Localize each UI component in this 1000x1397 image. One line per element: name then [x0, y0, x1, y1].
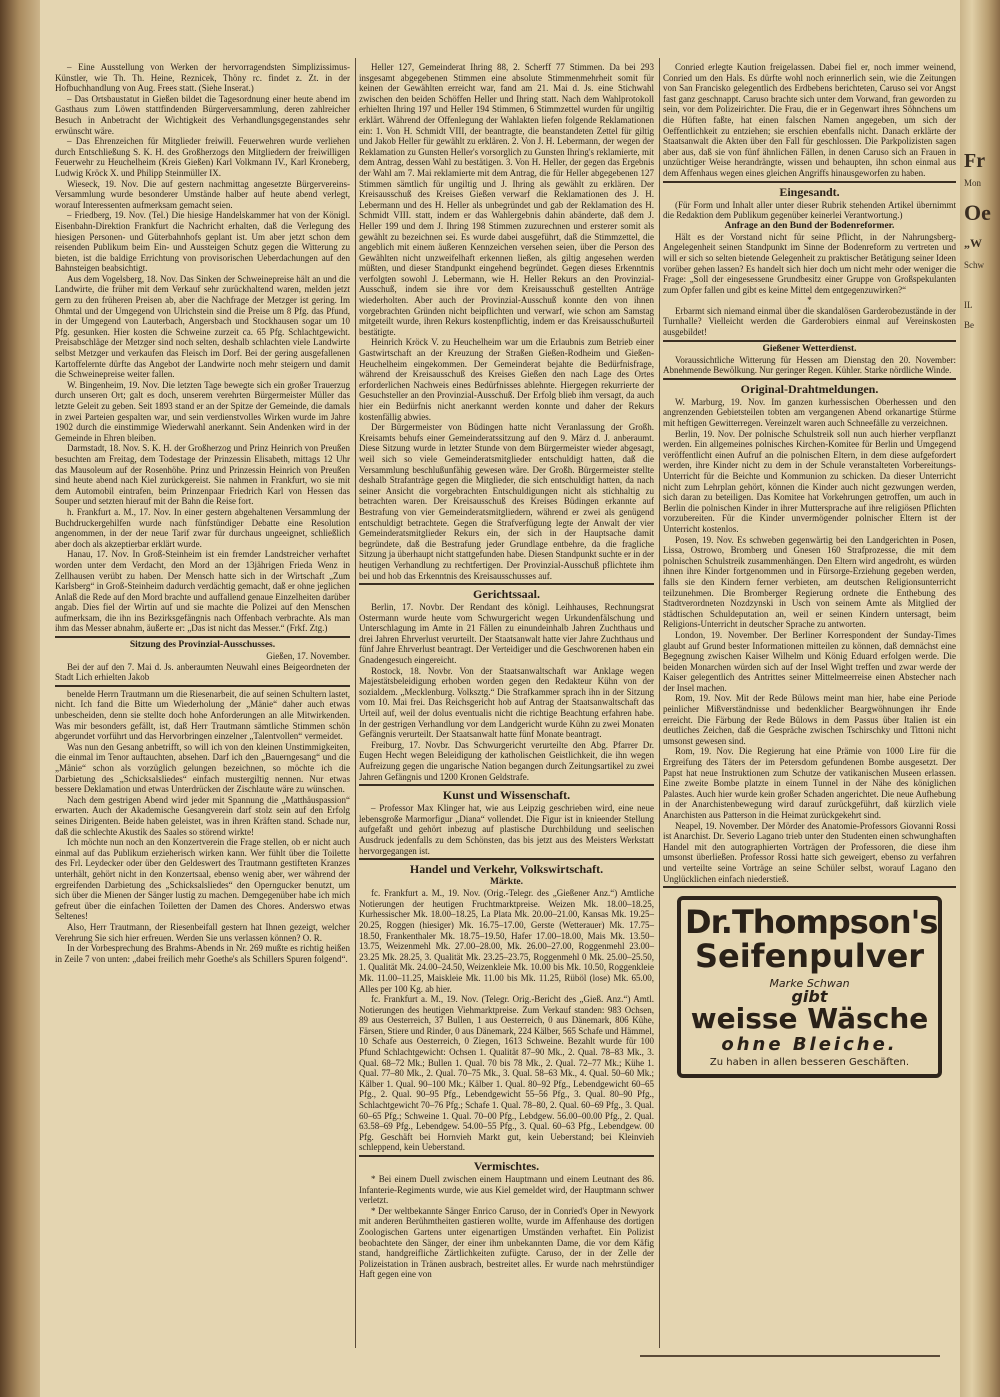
article-paragraph: Also, Herr Trautmann, der Riesenbeifall gestern hat Ihnen gezeigt, welcher Verehrung Sie sich hier erfreuen. Werden Sie uns verlassen können? O. R.: [55, 921, 350, 943]
article-paragraph: Nach dem gestrigen Abend wird jeder mit Spannung die „Matthäuspassion“ erwarten. Auch der Akademische Gesangverein darf stolz sein auf den Erfolg seines Dirigenten. Beide haben geleistet, was in ihren Kräften stand. Schade nur, daß die schlechte Akustik des Saales so störend wirkte!: [55, 794, 350, 837]
article-paragraph: h. Frankfurt a. M., 17. Nov. In einer gestern abgehaltenen Versammlung der Buchdruckergehilfen wurde nach fünfstündiger Debatte eine Resolution angenommen, in der der neue Tarif zwar für durchaus ungeeignet, schließlich aber doch als akzeptierbar erklärt wurde.: [55, 506, 350, 549]
edge-fragment: Fr: [964, 150, 986, 172]
section-heading: Kunst und Wissenschaft.: [442, 788, 571, 803]
edge-fragment: Be: [964, 320, 974, 330]
section-rule: [55, 636, 350, 638]
column-3: [663, 62, 956, 1078]
dateline: Gießen, 17. November.: [266, 651, 350, 662]
separator-mark: *: [807, 295, 812, 306]
article-paragraph: Hält es der Vorstand nicht für seine Pflicht, in der Nahrungsberg-Angelegenheit seinen Standpunkt im Sinne der Bodenreform zu vertreten und will er sich so selten bietende Gelegenheit zu praktischer Betätigung seiner Ideen vorüber gehen lassen? Es handelt sich hier doch um nicht mehr oder weniger die Frage: „Soll der eingesessene Grundbesitz einer Gruppe von Großspekulanten zum Opfer fallen und gibt es keine Mittel dem entgegenzuwirken?“: [663, 231, 956, 295]
column-divider: [659, 58, 660, 1348]
section-heading: Eingesandt.: [779, 184, 840, 199]
section-rule: [663, 340, 956, 342]
column-2: [359, 62, 654, 1280]
article-paragraph: Was nun den Gesang anbetrifft, so will ich von den kleinen Unstimmigkeiten, die einmal im Tenor auftauchten, absehen. Darf ich den „Bauerngesang“ und die „Mänie“ schon als vorzüglich gelungen bezeichnen, so möchte ich die Darbietung des „Schicksalsliedes“ einfach mustergiltig nennen. Nur etwas bessere Deklamation und etwas Unterdrücken der Zischlaute wäre zu wünschen.: [55, 741, 350, 795]
ad-availability: Zu haben in allen besseren Geschäften.: [709, 1057, 910, 1069]
article-paragraph: Darmstadt, 18. Nov. S. K. H. der Großherzog und Prinz Heinrich von Preußen besuchten am Freitag, dem Todestage der Prinzessin Elisabeth, mittags 12 Uhr das Mausoleum auf der Rosenhöhe. Prinz und Prinzessin Heinrich von Preußen sind heute abend nach Kiel zurückgereist. Sie nahmen in Frankfurt, wo sie mit dem Automobil eintrafen, beim Prinzenpaar Friedrich Karl von Hessen das Souper und setzten hierauf mit der Bahn die Reise fort.: [55, 443, 350, 507]
ad-brand: Dr.Thompson's: [685, 903, 938, 942]
article-paragraph: Hanau, 17. Nov. In Groß-Steinheim ist ein fremder Landstreicher verhaftet worden unter dem Verdacht, den Mord an der 13jährigen Frieda Wenz in Zellhausen verübt zu haben. Der Mensch hatte sich in der Wirtschaft „Zum Karlsberg“ in Groß-Steinheim dadurch verdächtig gemacht, daß er ohne jeglichen Anlaß die Rede auf den Mord brachte und auffallend genaue Einzelheiten darüber angab. Dies fiel der Wirtin auf und sie machte die Polizei auf den Menschen aufmerksam, die ihn ins Bezirksgefängnis nach Offenbach verbrachte. Als man ihm das Messer abnahm, äußerte er: „Das ist nicht das Messer.“ (Frkf. Ztg.): [55, 549, 350, 634]
article-paragraph: In der Vorbesprechung des Brahms-Abends in Nr. 269 mußte es richtig heißen in Zeile 7 von unten: „dabei freilich mehr Goethe's als Schillers Spuren folgend“.: [55, 943, 350, 964]
article-paragraph: Der Bürgermeister von Büdingen hatte nicht Veranlassung der Großh. Kreisamts behufs einer Gemeinderatssitzung auf den 9. März d. J. anberaumt. Diese Sitzung wurde in letzter Stunde von dem Bürgermeister wieder abgesagt, weil sich so viele Gemeinderatsmitglieder entschuldigt hatten, daß die Versammlung beschlußunfähig gewesen wäre. Der Großh. Bürgermeister stellte deshalb Strafanträge gegen die Mitglieder, die sich entschuldigt hatten, da nach seiner Ansicht die vorgebrachten Entschuldigungen nicht als stichhaltig zu betrachten waren. Der Kreisausschuß des Kreises Büdingen erkannte auf Bestrafung von vier Gemeinderatsmitgliedern, während er zwei als genügend entschuldigt betrachtete. Gegen die Strafverfügung legte der Anwalt der vier Gemeinderatsmitglieder Rekurs ein, der sich in der Hauptsache damit begründete, daß die Bestrafung jeder Grundlage entbehre, da die fragliche Sitzung ja überhaupt nicht stattgefunden habe. Diesen Standpunkt suchte er in der heutigen Verhandlung zu rechtfertigen. Der Provinzial-Ausschuß pflichtete ihm bei und hob das Erkenntnis des Kreisausschusses auf.: [359, 422, 654, 581]
article-paragraph: – Das Ehrenzeichen für Mitglieder freiwill. Feuerwehren wurde verliehen durch Entschließung S. K. H. des Großherzogs den Mitgliedern der freiwilligen Feuerwehr zu Heuchelheim (Kreis Gießen) Karl Volkmann IV., Karl Kroneberg, Ludwig Kröck X. und Philipp Steinmüller IX.: [55, 136, 350, 178]
article-paragraph: * Bei einem Duell zwischen einem Hauptmann und einem Leutnant des 86. Infanterie-Regiments wurde, wie aus Kiel gemeldet wird, der Hauptmann schwer verletzt.: [359, 1174, 654, 1206]
article-paragraph: – Friedberg, 19. Nov. (Tel.) Die hiesige Handelskammer hat von der Königl. Eisenbahn-Direktion Frankfurt die Nachricht erhalten, daß die Verlegung des hiesigen Personen- und Güterbahnhofs geplant ist. Um aber jetzt schon dem reisenden Publikum beim Ein- und Aussteigen Schutz gegen die Witterung zu bieten, ist die baldige Errichtung von provisorischen Ueberdachungen auf den Bahnsteigen beabsichtigt.: [55, 210, 350, 274]
footer-rule: [640, 1355, 940, 1357]
section-heading: Original-Drahtmeldungen.: [740, 381, 879, 396]
section-rule: [663, 181, 956, 183]
article-paragraph: Posen, 19. Nov. Es schweben gegenwärtig bei den Landgerichten in Posen, Lissa, Ostrowo, Bromberg und Gnesen 160 Strafprozesse, die mit dem polnischen Schulstreik zusammenhängen. Den Eltern wird angedroht, es würden ihnen ihre Kinder fortgenommen und in Fürsorge-Erziehung gegeben werden, falls sie den Kindern ferner verbieten, am deutschen Religionsunterricht teilzunehmen. Die Bromberger Regierung ordnete die Enthebung des Stadtverordneten Nozdzynski in Usch von seinem Amte als Mitglied der städtischen Schuldeputation an, weil er seinen Kindern untersagt, beim Religions-Unterricht in deutscher Sprache zu antworten.: [663, 534, 956, 630]
article-paragraph: Heller 127, Gemeinderat Ihring 88, 2. Scherff 77 Stimmen. Da bei 293 insgesamt abgegebenen Stimmen eine absolute Stimmenmehrheit somit für keinen der Gewählten erreicht war, fand am 21. Mai d. Js. eine Stichwahl zwischen den beiden Schöffen Heller und Ihring statt. Nach dem Wahlprotokoll erhielten Ihring 197 und Heller 194 Stimmen, 6 Stimmzettel wurden für ungiltig erklärt. Während der Offenlegung der Wahlakten liefen folgende Reklamationen ein: 1. Von H. Schmidt VIII, der beantragte, die beanstandeten Zettel für giltig und Jakob Heller für gewählt zu erklären. 2. Von J. H. Lebermann, der wegen der Reklamation zu Gunsten Heller's vorsorglich zu Gunsten Ihring's reklamierte, mit dem Antrag, dessen Wahl zu bestätigen. 3. Von H. Heller, der gegen das Ergebnis der Wahl am 7. Mai reklamierte mit dem Antrag, die für Heller abgegebenen 127 Stimmen sämtlich für ungiltig und J. Ihring als gewählt zu erklären. Der Kreisausschuß des Kreises Gießen verwarf die Reklamationen des J. H. Lebermann und des H. Heller als unbegründet und gab der Reklamation des H. Schmidt VIII. statt, indem er das Wahlergebnis dahin abänderte, daß dem J. Heller 199 und dem J. Ihring 198 Stimmen zuzurechnen und ersterer somit als gewählt zu bezeichnen sei. Es wurde dabei ausgeführt, daß die Stimmzettel, die angeblich mit einem äußeren Kennzeichen versehen seien, über die Person des Gewählten nicht unzweifelhaft erkennen ließen, als giltig angesehen werden müßten, und dieser Standpunkt eingehend begründet. Gegen dieses Erkenntnis verfolgten sowohl J. Lebermann, wie H. Heller Rekurs an den Provinzial-Ausschuß, indem sie ihre vor dem Kreisausschuß gestellten Anträge wiederholten. Aber auch der Provinzial-Ausschuß konnte den von ihnen vorgebrachten Gründen nicht beipflichten und verwarf, wie schon am Samstag mitgeteilt wurde, ihren Rekurs kostenpflichtig, indem er das Kreisausschußurteil bestätigte.: [359, 62, 654, 337]
advertisement-thompsons-seifenpulver: [677, 896, 942, 1078]
article-paragraph: Ich möchte nun noch an den Konzertverein die Frage stellen, ob er nicht auch einmal auf das Publikum erzieherisch wirken kann. Wer fühlt über die Toilette des Frl. Leydecker oder über den Geldeswert des Trautmann gestifteten Kranzes unterhält, gehört nicht in den Konzertsaal, ebenso wenig aber, wer während der ergreifenden Darbietung des „Schicksalsliedes“ den Operngucker benutzt, um sich über die Mienen der Sänger lustig zu machen. Demgegenüber habe ich mich gefreut über die einfachen Toiletten der Damen des Chores. Anderswo etwas Seltenes!: [55, 837, 350, 922]
article-paragraph: Aus dem Vogelsberg, 18. Nov. Das Sinken der Schweinepreise hält an und die Landwirte, die früher mit dem Verkauf sehr zurückhaltend waren, melden jetzt gern zu den früheren Preisen ab, aber die Nachfrage der Metzger ist gering. Im Ohmtal und der Umgegend von Ulrichstein sind die Preise um 8 Pfg. das Pfund, in der Umgegend von Lauterbach, Angersbach und Stockhausen sogar um 10 Pfg. gesunken. Hier kosten die Schweine zurzeit ca. 65 Pfg. Schlachtgewicht. Preisabschläge der Metzger sind noch selten, deshalb schlachten viele Landwirte selbst Metzger und verkaufen das Fleisch im Dorf. Bei der gering ausgefallenen Kartoffelernte dürfte das Angebot der Landwirte noch mehr steigern und damit die Schweinepreise weiter fallen.: [55, 273, 350, 380]
edge-fragment: Mon: [964, 178, 982, 188]
section-heading: Vermischtes.: [473, 1159, 540, 1173]
section-heading: Gerichtssaal.: [473, 587, 540, 602]
article-paragraph: – Das Ortsbaustatut in Gießen bildet die Tagesordnung einer heute abend im Gasthaus zum Löwen stattfindenden Bürgerversammlung, deren zahlreicher Besuch in Anbetracht der Wichtigkeit des Verhandlungsgegenstandes sehr erwünscht wäre.: [55, 93, 350, 136]
column-divider: [355, 58, 356, 1348]
article-paragraph: London, 19. November. Der Berliner Korrespondent der Sunday-Times glaubt auf Grund bester Informationen mitteilen zu können, daß demnächst eine Begegnung zwischen Kaiser Wilhelm und König Eduard erfolgen werde. Die beiden Monarchen würden sich auf der Insel Wight treffen und zwar werde der Kaiser gelegentlich des Antrittes seiner Mittelmeerreise einen Abstecher nach der Insel machen.: [663, 629, 956, 693]
section-rule: [359, 858, 654, 860]
article-paragraph: Erbarmt sich niemand einmal über die skandalösen Garderobezustände in der Turnhalle? Vielleicht werden die Garderobiers einmal auf Vereinskosten ausgebildet!: [663, 305, 956, 338]
article-paragraph: Rom, 19. Nov. Mit der Rede Bülows meint man hier, habe eine Periode peinlicher Mißverständnisse und bedenklicher Beargwöhnungen ihr Ende erreicht. Die Färbung der Rede Bülows in dem Passus über Italien ist ein deutliches Zeichen, daß die Gespräche zwischen Tschirschky und Tittoni nicht umsonst gewesen sind.: [663, 693, 956, 746]
edge-fragment: Schw: [964, 260, 984, 270]
edge-fragment: IL: [964, 300, 973, 310]
column-1: [55, 62, 350, 964]
section-rule: [55, 685, 350, 687]
article-paragraph: Berlin, 17. Novbr. Der Rendant des königl. Leihhauses, Rechnungsrat Ostermann wurde heute vom Schwurgericht wegen Urkundenfälschung und Unterschlagung im Amte in 21 Fällen zu einundeinhalb Jahren Zuchthaus und drei Jahren Ehrverlust verurteilt. Der Staatsanwalt hatte vier Jahre Zuchthaus und fünf Jahre Ehrverlust beantragt. Der Verteidiger und die Geschworenen haben ein Gnadengesuch eingereicht.: [359, 602, 654, 666]
section-heading: Handel und Verkehr, Volkswirtschaft.: [409, 862, 604, 877]
article-paragraph: W. Bingenheim, 19. Nov. Die letzten Tage bewegte sich ein großer Trauerzug durch unseren Ort; galt es doch, unserem verehrten Bürgermeister Müller das letzte Geleit zu geben. Seit 1893 stand er an der Spitze der Gemeinde, die damals in zwei Parteien gespalten war, und sein verdienstvolles Wirken wurde im Jahre 1902 durch die einstimmige Wiederwahl anerkannt. Sein Andenken wird in der Gemeinde in Ehren bleiben.: [55, 379, 350, 443]
ad-slogan: weisse Wäsche: [690, 1002, 929, 1036]
article-paragraph: Heinrich Kröck V. zu Heuchelheim war um die Erlaubnis zum Betrieb einer Gastwirtschaft an der Kreuzung der Straßen Gießen-Rodheim und Gießen-Heuchelheim eingekommen. Der Gemeinderat bejahte die Bedürfnisfrage, während der Kreisausschuß des Kreises Gießen den nach Lage des Ortes erforderlichen Nachweis eines Bedürfnisses ablehnte. Hiergegen rekurrierte der Gesuchsteller an den Provinzial-Ausschuß. Der Erfolg blieb ihm versagt, da auch hier ein Bedürfnis nicht anerkannt werden konnte und daher der Rekurs kostenfällig abwies.: [359, 337, 654, 422]
edge-fragment: „W: [964, 236, 982, 250]
article-paragraph: Conried erlegte Kaution freigelassen. Dabei fiel er, noch immer weinend, Conried um den Hals. Es dürfte wohl noch erinnerlich sein, wie die Zeitungen von San Francisko gelegentlich des Erdbebens berichteten, Caruso sei vor Angst fast ganz geschnappt. Caruso brachte sich unter dem Vorwand, fran geworden zu sein, vor dem Polizeirichter. Die Frau, die er in Gegenwart ihres Söhnchens um die Hüften faßte, hat einen falschen Namen angegeben, um sich der Oeffentlichkeit zu entziehen; sie erschien ebenfalls nicht. Danach erklärte der Staatsanwalt die Akten über den Fall für geschlossen. Die Parkpolizisten sagen aber aus, daß sie von fünf ähnlichen Fällen, in denen Caruso sich an Frauen in unzüchtiger Weise herandrängte, wissen und behaupten, ihn schon einmal aus dem Affenhaus wegen eines gleichen Angriffs hinausgeworfen zu haben.: [663, 62, 956, 178]
article-paragraph: Berlin, 19. Nov. Der polnische Schulstreik soll nun auch hierher verpflanzt werden. Ein allgemeines polnisches Kirchen-Komitee für Berlin und Umgegend veröffentlicht einen Aufruf an die polnischen Eltern, in dem diese aufgefordert werden, ihre Kinder nicht zu dem in der Schule veranstalteten Vorbereitungs-Unterricht für die Beichte und Kommunion zu schicken. Da dieser Unterricht nicht zum Lehrplan gehört, können die Kinder auch nicht gezwungen werden, sich daran zu beteiligen. Das Komitee hat Vorkehrungen getroffen, um auch in Berlin die polnischen Kinder in ihrer Muttersprache auf ihre religiösen Pflichten vorzubereiten. Für die Kinder unvermögender polnischer Eltern ist der Unterricht kostenlos.: [663, 428, 956, 534]
article-paragraph: Freiburg, 17. Novbr. Das Schwurgericht verurteilte den Abg. Pfarrer Dr. Eugen Hecht wegen Beleidigung der katholischen Geistlichkeit, die ihn wegen Aufreizung gegen die ungarische Nation begangen durch Zeitungsartikel zu zwei Jahren Gefängnis und 1200 Kronen Geldstrafe.: [359, 739, 654, 782]
article-paragraph: – Professor Max Klinger hat, wie aus Leipzig geschrieben wird, eine neue lebensgroße Marmorfigur „Diana“ vollendet. Die Figur ist in knieender Stellung aufgefaßt und gehört inbezug auf plastische Durchbildung und seelischen Ausdruck jedenfalls zu dem Schönsten, das bis jetzt aus des Meisters Werkstatt hervorgegangen ist.: [359, 803, 654, 856]
edge-fragment: Oe: [964, 200, 991, 225]
section-rule: [663, 378, 956, 380]
ad-slogan-2: ohne Bleiche.: [721, 1034, 898, 1056]
section-heading: Gießener Wetterdienst.: [762, 343, 857, 354]
article-paragraph: benelde Herrn Trautmann um die Riesenarbeit, die auf seinen Schultern lastet, nicht. Ich fand die Bitte um Wiederholung der „Mänie“ daher auch etwas unbescheiden, denn sie stellte doch hohe Anforderungen an alle Mitwirkenden. Was mir besonders gefällt, ist, daß Herr Trautmann sämtliche Stimmen schön abgerundet vorführt und das Hervorbringen einzelner „Talentvollen“ vermeidet.: [55, 688, 350, 742]
article-paragraph: – Eine Ausstellung von Werken der hervorragendsten Simplizissimus-Künstler, wie Th. Th. Heine, Reznicek, Thöny rc. findet z. Zt. in der Hofbuchhandlung von Aug. Frees statt. (Siehe Inserat.): [55, 62, 350, 94]
section-rule: [359, 784, 654, 786]
article-paragraph: fc. Frankfurt a. M., 19. Nov. (Orig.-Telegr. des „Gießener Anz.“) Amtliche Notierungen der heutigen Fruchtmarktpreise. Weizen Mk. 18.00–18.25, Kurhessischer Mk. 18.00–18.25, La Plata Mk. 20.00–21.00, Kansas Mk. 19.25–20.25, Roggen (hiesiger) Mk. 16.75–17.00, Gerste (Wetterauer) Mk. 17.75–18.50, Frankenthaler Mk. 18.75–19.50, Hafer 17.00–18.00, Mais Mk. 13.50–13.75, Weizenmehl Mk. 27.00–28.00, Mk. 26.00–27.00, Roggenmehl 23.00–23.25 Mk. 28.25, 3. Qualität Mk. 23.25–23.75, Roggenmehl 0 Mk. 25.00–25.50, 1. Qualität Mk. 24.00–24.50, Weizenkleie Mk. 10.00 bis Mk. 10.50, Roggenkleie Mk. 11.00–11.25, Maiskleie Mk. 11.00 bis Mk. 11.25, Rüböl (lose) Mk. 65.00, Alles per 100 Kg. ab hier.: [359, 888, 654, 994]
article-paragraph: Neapel, 19. November. Der Mörder des Anatomie-Professors Giovanni Rossi ist Anarchist. Dr. Severio Lagano trieb unter den Studenten einen schwunghaften Handel mit den autographierten Vorträgen der Professoren, die diese ihm umsonst überließen. Professor Rossi hatte sich geweigert, ebenso zu verfahren und verteilte seine Vorträge an seine Schüler selbst, worauf Lagano den Unglücklichen einfach niederstieß.: [663, 820, 956, 884]
section-rule: [359, 583, 654, 585]
article-paragraph: Voraussichtliche Witterung für Hessen am Dienstag den 20. November: Abnehmende Bewölkung. Nur geringer Regen. Kühler. Starke nördliche Winde.: [663, 354, 956, 376]
section-rule: [663, 886, 956, 888]
section-heading: Anfrage an den Bund der Bodenreformer.: [724, 220, 895, 231]
article-paragraph: * Der weltbekannte Sänger Enrico Caruso, der in Conried's Oper in Newyork mit anderen Berühmtheiten gastieren wollte, wurde im Affenhause des dortigen Zoologischen Gartens unter eigenartigen Umständen verhaftet. Ein Polizist beobachtete den Sänger, der einer ihm unbekannten Dame, die vor dem Käfig stand, handgreifliche Zärtlichkeiten zufügte. Caruso, der in der Zelle der Polizeistation in Tränen ausbrach, bestreitet alles. Er wurde nach mehrstündiger Haft gegen eine von: [359, 1205, 654, 1280]
section-rule: [359, 1155, 654, 1157]
article-paragraph: fc. Frankfurt a. M., 19. Nov. (Telegr. Orig.-Bericht des „Gieß. Anz.“) Amtl. Notierungen des heutigen Viehmarktpreise. Zum Verkauf standen: 983 Ochsen, 89 aus Oesterreich, 37 Bullen, 1 aus Oesterreich, 0 aus Dänemark, 806 Kühe, Färsen, Stiere und Rinder, 0 aus Dänemark, 224 Kälber, 565 Schafe und Hämmel, 10 Schafe aus Oesterreich, 0 Ziegen, 1613 Schweine. Bezahlt wurde für 100 Pfund Schlachtgewicht: Ochsen 1. Qualität 87–90 Mk., 2. Qual. 78–83 Mk., 3. Qual. 68–72 Mk.; Bullen 1. Qual. 70 bis 78 Mk., 2. Qual. 72–77 Mk.; Kühe 1. Qual. 77–80 Mk., 2. Qual. 70–75 Mk., 3. Qual. 58–63 Mk., 4. Qual. 50–60 Mk.; Kälber 1. Qual. 90–100 Mk.; Kälber 1. Qual. 80–92 Pfg., Lebendgewicht 60–65 Pfg., 2. Qual. 90–95 Pfg., Lebendgewicht 55–56 Pfg., 3. Qual. 80–90 Pfg., Schlachtgewicht 70–76 Pfg.; Schafe 1. Qual. 78–80, 2. Qual. 60–69 Pfg., 3. Qual. 60–65 Pfg.; Schweine 1. Qual. 70–00 Pfg., Lebdgew. 56.00–00.00 Pfg., 2. Qual. 63.58–69 Pfg., Lebendgew. 54.00–55 Pfg., 3. Qual. 60–63 Pfg., Lebendgew. 00 Pfg. Geschäft bei Hornvieh Markt gut, kein Ueberstand; bei Kleinvieh schleppend, kein Ueberstand.: [359, 994, 654, 1153]
article-paragraph: W. Marburg, 19. Nov. Im ganzen kurhessischen Oberhessen und den angrenzenden Gebietsteilen tobten am vergangenen Abend orkanartige Stürme mit heftigen Gewitterregen. Vereinzelt waren auch Schneefälle zu verzeichnen.: [663, 396, 956, 429]
article-paragraph: (Für Form und Inhalt aller unter dieser Rubrik stehenden Artikel übernimmt die Redaktion dem Publikum gegenüber keinerlei Verantwortung.): [663, 199, 956, 221]
article-paragraph: Bei der auf den 7. Mai d. Js. anberaumten Neuwahl eines Beigeordneten der Stadt Lich erhielten Jakob: [55, 661, 350, 683]
next-page-edge: [960, 0, 1000, 1397]
article-paragraph: Wieseck, 19. Nov. Die auf gestern nachmittag angesetzte Bürgervereins-Versammlung wurde besonderer Umstände halber auf heute abend verlegt, worauf Interessenten aufmerksam gemacht seien.: [55, 178, 350, 210]
ad-verb: gibt: [791, 987, 828, 1007]
article-paragraph: Rom, 19. Nov. Die Regierung hat eine Prämie von 1000 Lire für die Ergreifung des Täters der im Petersdom gefundenen Bombe ausgesetzt. Der Papst hat neue Instruktionen zum Schutze der vatikanischen Museen erlassen. Eine zweite Bombe platzte in einem Tunnel in der Nähe des königlichen Palastes. Auch hier wurde kein großer Schaden angerichtet. Die neue Aufhebung in der Anarchistenbewegung wird darauf zurückgeführt, daß kürzlich viele Anarchisten aus Patterson in die Heimat zurückgekehrt sind.: [663, 746, 956, 820]
section-heading: Sitzung des Provinzial-Ausschusses.: [129, 640, 276, 651]
article-paragraph: Rostock, 18. Novbr. Von der Staatsanwaltschaft war Anklage wegen Majestätsbeleidigung erhoben worden gegen den Redakteur Kühn von der sozialdem. „Mecklenburg. Volksztg.“ Die Strafkammer sprach ihn in der Sitzung vom 10. Mai frei. Das Reichsgericht hob auf Antrag der Staatsanwaltschaft das Urteil auf, weil der dolus eventualis nicht die richtige Beachtung erfahren habe. In der gestrigen Verhandlung vor dem Landgericht wurde Kühn zu zwei Monaten Gefängnis verurteilt. Der Staatsanwalt hatte fünf Monate beantragt.: [359, 665, 654, 740]
section-heading: Märkte.: [490, 877, 523, 888]
ad-product: Seifenpulver: [694, 937, 925, 976]
ad-mark: Marke Schwan: [769, 977, 850, 991]
